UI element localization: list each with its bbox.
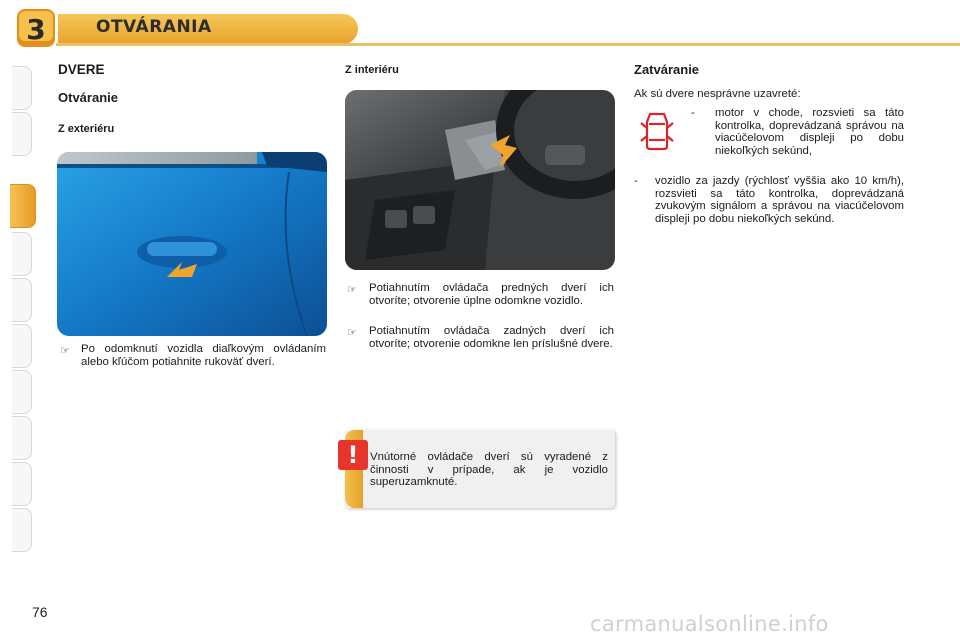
bullet-icon: ☞ [60,345,70,357]
closing-intro: Ak sú dvere nesprávne uzavreté: [634,88,801,100]
chapter-tab[interactable] [12,508,32,552]
interior-bullet-rear: Potiahnutím ovládača zadných dverí ich otvoríte; otvorenie odomkne len príslušné dvere. [369,325,614,350]
exterior-text: Po odomknutí vozidla diaľkovým ovládaním alebo kľúčom potiahnite rukoväť dverí. [81,343,326,368]
interior-heading: Z interiéru [345,64,399,76]
chapter-tab[interactable] [12,370,32,414]
door-open-warning-icon [640,110,674,152]
warning-text: Vnútorné ovládače dverí sú vyradené z činnosti v prípade, ak je vozidlo superuzamknuté. [370,451,608,489]
header-divider [56,43,960,46]
page-title: OTVÁRANIA [96,17,212,37]
section-title-closing: Zatváranie [634,62,700,77]
chapter-tab[interactable] [12,112,32,156]
chapter-number: 3 [26,13,46,46]
chapter-tab[interactable] [12,324,32,368]
interior-bullet-front: Potiahnutím ovládača predných dverí ich otvoríte; otvorenie úplne odomkne vozidlo. [369,282,614,307]
bullet-icon: ☞ [347,327,357,339]
closing-item-engine: motor v chode, rozsvieti sa táto kontrolka, doprevádzaná správou na viacúčelovom displeji po dobu niekoľkých sekúnd, [715,107,904,157]
subsection-title-opening: Otváranie [58,90,118,105]
chapter-tab[interactable] [12,66,32,110]
dash-marker: - [634,175,638,187]
chapter-tab-active[interactable] [10,184,36,228]
watermark: carmanualsonline.info [590,612,829,636]
chapter-tab[interactable] [12,462,32,506]
chapter-badge [14,6,58,50]
chapter-tab[interactable] [12,232,32,276]
section-title-doors: DVERE [58,62,105,77]
page-number: 76 [32,604,48,620]
chapter-tab[interactable] [12,416,32,460]
exterior-heading: Z exteriéru [58,123,115,135]
door-handle-interior-photo [345,90,615,270]
door-handle-exterior-photo [57,152,327,336]
closing-item-driving: vozidlo za jazdy (rýchlosť vyššia ako 10 km/h), rozsvieti sa táto kontrolka, doprevádzaná zvukovým signálom a správou na viacúčelovom displeji po dobu niekoľkých sekúnd. [655,175,904,225]
chapter-tab[interactable] [12,278,32,322]
warning-exclamation-icon: ! [338,440,368,470]
bullet-icon: ☞ [347,284,357,296]
dash-marker: - [691,107,695,119]
chapter-tabs [12,66,34,576]
